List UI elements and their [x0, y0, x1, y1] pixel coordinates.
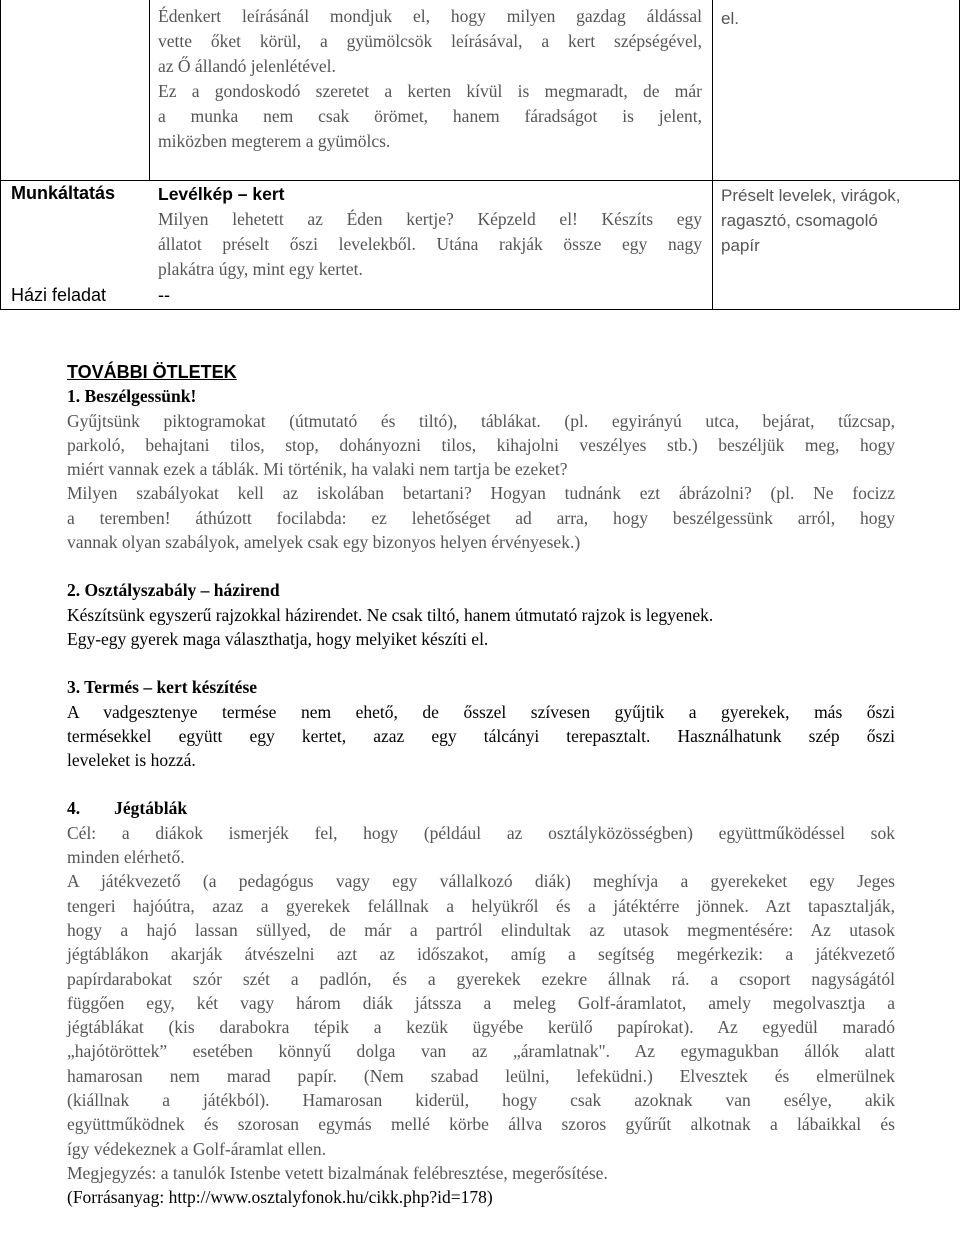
item4-line: együttműködnek és szorosan egymás mellé körbe állva szoros gyűrűt alkotnak a lábaikkal és — [67, 1114, 895, 1135]
item4-goal-line: minden elérhető. — [67, 847, 185, 868]
row1-line: vette őket körül, a gyümölcsök leírásával, a kert szépségével, — [158, 31, 702, 51]
row2-label: Munkáltatás — [11, 183, 116, 203]
item1-text — [67, 409, 895, 555]
row2-title: Levélkép – kert — [158, 184, 285, 204]
materials-line: ragasztó, csomagoló — [721, 211, 878, 230]
section-heading: TOVÁBBI ÖTLETEK — [67, 362, 237, 382]
item3-title: 3. Termés – kert készítése — [67, 677, 258, 698]
row1-description — [158, 4, 702, 154]
row3-value: -- — [158, 285, 170, 305]
item2-line: Készítsünk egyszerű rajzokkal házirendet. Ne csak tiltó, hanem útmutató rajzok is legyenek. — [67, 604, 714, 625]
further-ideas-section — [67, 360, 895, 1210]
item1-line: Gyűjtsünk piktogramokat (útmutató és tiltó), táblákat. (pl. egyirányú utca, bejárat, tűzcsap, — [67, 410, 895, 431]
row3-label: Házi feladat — [11, 285, 107, 305]
item4-line: jégtáblákat (kis darabokra tépik a kezük ügyébe kerülő papírokat). Az egyedül maradó — [67, 1017, 895, 1038]
item4-line: függően egy, két vagy három diák játssza a meleg Golf-áramlatot, amely megolvasztja a — [67, 992, 895, 1013]
item1-line: Milyen szabályokat kell az iskolában betartani? Hogyan tudnánk ezt ábrázolni? (pl. Ne focizz — [67, 483, 895, 504]
item4-number: 4. — [67, 798, 81, 819]
item4-source: (Forrásanyag: http://www.osztalyfonok.hu/cikk.php?id=178) — [67, 1187, 493, 1208]
item1-line: vannak olyan szabályok, amelyek csak egy bizonyos helyen érvényesek.) — [67, 532, 581, 553]
item4-line: hogy a hajó lassan süllyed, de már a partról elindultak az utasok megmentésére: Az utasok — [67, 919, 895, 940]
item2-line: Egy-egy gyerek maga választhatja, hogy melyiket készíti el. — [67, 628, 489, 649]
row1-line: az Ő állandó jelenlétével. — [158, 56, 336, 76]
row2-materials — [721, 183, 951, 258]
item3-line: A vadgesztenye termése nem ehető, de ősszel szívesen gyűjtik a gyerekek, más őszi — [67, 701, 895, 722]
table-border-row-divider — [0, 180, 960, 181]
item4-heading: Jégtáblák — [114, 798, 188, 819]
row1-line: a munka nem csak örömet, hanem fáradságot is jelent, — [158, 106, 702, 126]
item4-line: (kiállnak a játékból). Hamarosan kiderül, hogy csak azoknak van esélye, akik — [67, 1090, 895, 1111]
materials-line: papír — [721, 236, 760, 255]
item4-goal-line: Cél: a diákok ismerjék fel, hogy (például az osztályközösségben) együttműködéssel sok — [67, 822, 895, 843]
row1-side-text: el. — [721, 9, 739, 28]
row2-line: Milyen lehetett az Éden kertje? Képzeld el! Készíts egy — [158, 209, 702, 229]
item4-line: így védekeznek a Golf-áramlat ellen. — [67, 1138, 326, 1159]
item3-line: leveleket is hozzá. — [67, 750, 196, 771]
item4-title — [67, 796, 895, 820]
item1-title: 1. Beszélgessünk! — [67, 386, 197, 407]
table-border-left — [0, 0, 1, 310]
table-border-col2 — [712, 0, 713, 310]
row1-line: Ez a gondoskodó szeretet a kerten kívül is megmaradt, de már — [158, 81, 702, 101]
item4-line: hamarosan nem marad papír. (Nem szabad leülni, lefeküdni.) Elvesztek és elmerülnek — [67, 1065, 895, 1086]
item3-text — [67, 700, 895, 773]
item4-note: Megjegyzés: a tanulók Istenbe vetett bizalmának felébresztése, megerősítése. — [67, 1162, 608, 1183]
item1-line: miért vannak ezek a táblák. Mi történik, ha valaki nem tartja be ezeket? — [67, 459, 568, 480]
table-border-col1 — [149, 0, 150, 180]
lesson-plan-table — [0, 0, 960, 310]
item2-text — [67, 603, 895, 652]
item4-goal — [67, 821, 895, 870]
row2-description — [158, 182, 702, 282]
materials-line: Préselt levelek, virágok, — [721, 186, 901, 205]
item4-text — [67, 869, 895, 1161]
item4-line: papírdarabokat szór szét a padlón, és a gyerekek ezekre állnak rá. a csoport nagyságától — [67, 968, 895, 989]
item4-line: „hajótöröttek” esetében könnyű dolga van az „áramlatnak". Az egymagukban állók alatt — [67, 1041, 895, 1062]
item4-line: A játékvezető (a pedagógus vagy egy vállalkozó diák) meghívja a gyerekeket egy Jeges — [67, 871, 895, 892]
item4-line: tengeri hajóútra, azaz a gyerekek felállnak a helyükről és a játéktérre jönnek. Azt tapasztalják, — [67, 895, 895, 916]
item1-line: a teremben! áthúzott focilabda: ez lehetőséget ad arra, hogy beszélgessünk arról, hogy — [67, 507, 895, 528]
item1-line: parkoló, behajtani tilos, stop, dohányozni tilos, kihajolni veszélyes stb.) beszéljük meg, hogy — [67, 434, 895, 455]
table-border-bottom — [0, 309, 960, 310]
row1-line: miközben megterem a gyümölcs. — [158, 131, 391, 151]
row2-line: plakátra úgy, mint egy kertet. — [158, 259, 363, 279]
item3-line: termésekkel együtt egy kertet, azaz egy tálcányi terepasztalt. Használhatunk szép őszi — [67, 725, 895, 746]
row1-line: Édenkert leírásánál mondjuk el, hogy milyen gazdag áldással — [158, 6, 702, 26]
item4-line: jégtáblákon akarják átvészelni azt az időszakot, amíg a segítség megérkezik: a játékvezető — [67, 944, 895, 965]
row2-line: állatot préselt őszi levelekből. Utána rakják össze egy nagy — [158, 234, 702, 254]
item2-title: 2. Osztályszabály – házirend — [67, 580, 280, 601]
